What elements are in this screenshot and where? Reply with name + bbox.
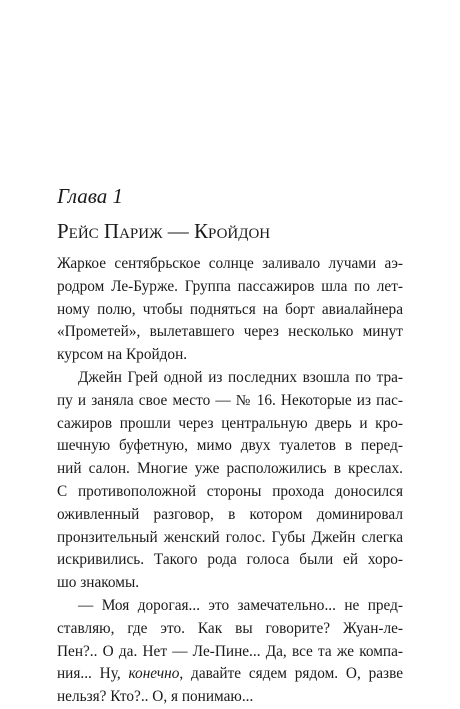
- text-line: ния... Ну, конечно, давайте сядем рядом. О, разве: [57, 665, 403, 683]
- text-line: сажиров прошли через центральную дверь и кро-: [57, 414, 403, 432]
- chapter-label: Глава 1: [57, 184, 123, 208]
- text-line: ставляю, где это. Как вы говорите? Жуан-ле-: [57, 619, 403, 637]
- text-line: пронзительный женский голос. Губы Джейн слегка: [57, 528, 403, 546]
- text-line: искривились. Такого рода голоса были ей хоро-: [57, 551, 403, 569]
- text-line: нельзя? Кто?.. О, я понимаю...: [57, 688, 254, 706]
- text-line: «Прометей», вылетавшего через несколько минут: [57, 323, 403, 341]
- text-line: курсом на Кройдон.: [57, 346, 188, 364]
- text-line: пу и заняла свое место — № 16. Некоторые из пас-: [57, 391, 403, 409]
- text-line: С противоположной стороны прохода доносился: [57, 482, 403, 500]
- paragraph: [57, 253, 403, 367]
- text-line: оживленный разговор, в котором доминировал: [57, 505, 403, 523]
- text-line: шечную буфетную, мимо двух туалетов в перед-: [57, 437, 403, 455]
- text-line: Жаркое сентябрьское солнце заливало лучами аэ-: [57, 255, 403, 272]
- text-line: Пен?.. О да. Нет — Ле-Пине... Да, все та же компа-: [57, 642, 403, 660]
- text-line: ному полю, чтобы подняться на борт авиалайнера: [57, 300, 403, 318]
- emphasis: конечно: [128, 665, 180, 683]
- text-line: родром Ле-Бурже. Группа пассажиров шла по лет-: [57, 277, 403, 295]
- text-line: — Моя дорогая... это замечательно... не пред-: [78, 596, 403, 614]
- paragraph: [57, 367, 403, 595]
- paragraph: [57, 595, 403, 709]
- chapter-title: Рейс Париж — Кройдон: [57, 219, 271, 243]
- text-line: шо знакомы.: [57, 574, 140, 592]
- text-line: ний салон. Многие уже расположились в креслах.: [57, 460, 403, 478]
- text-line: Джейн Грей одной из последних взошла по тра-: [78, 368, 403, 386]
- body-text: [57, 253, 403, 709]
